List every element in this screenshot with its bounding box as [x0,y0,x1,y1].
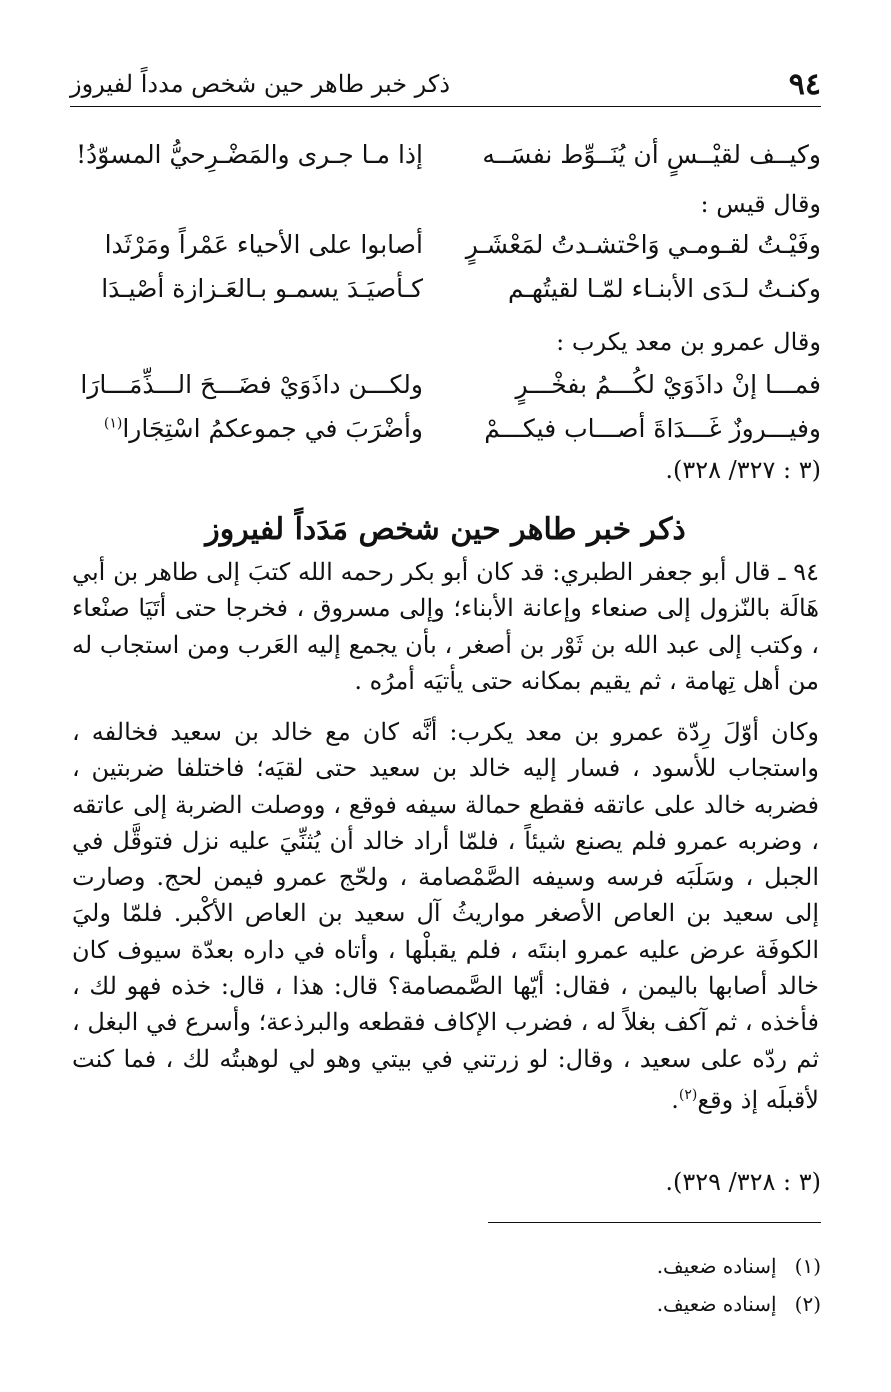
verse-line [70,142,821,167]
body-paragraph [72,714,819,1118]
footnote-divider [488,1222,821,1223]
verse-intro: وقال قيس : [700,190,821,218]
source-citation: (٣ : ٣٢٨/ ٣٢٩). [665,1168,821,1196]
verse-second-hemistich: أصابوا على الأحياء عَمْراً ومَرْثَدا [104,230,423,259]
verse-line [70,416,821,441]
verse-line [70,372,821,397]
verse-second-hemistich: ولكـــن داذَوَيْ فضَـــحَ الـــذِّمَـــارَا [80,370,423,399]
verse-text: وأضْرَبَ في جموعكمُ اسْتِجَارا [122,414,423,443]
paragraph-end: . [671,1085,679,1114]
page-number: ٩٤ [788,66,821,102]
footnote-text: إسناده ضعيف. [656,1254,777,1278]
footnote-reference[interactable]: (٢) [678,1086,698,1103]
verse-second-hemistich: إذا مـا جـرى والمَضْـرِحيُّ المسوّدُ! [76,140,423,169]
verse-first-hemistich: وكيــف لقيْــسٍ أن يُنَــوِّط نفسَــه [482,140,821,169]
verse-second-hemistich [70,416,423,441]
running-header-title: ذكر خبر طاهر حين شخص مدداً لفيروز [70,70,451,98]
verse-intro: وقال عمرو بن معد يكرب : [556,328,821,356]
footnote-text: إسناده ضعيف. [656,1292,777,1316]
verse-line [70,232,821,257]
verse-first-hemistich: وفَيْـتُ لقـومـي وَاحْتشـدتُ لمَعْشَـرٍ [465,230,821,259]
running-header [70,62,821,107]
verse-first-hemistich: وكنـتُ لـدَى الأبنـاء لمّـا لقيتُهـم [507,274,821,303]
verse-line [70,276,821,301]
verse-first-hemistich: فمـــا إنْ داذَوَيْ لكُـــمُ بفخْـــرٍ [515,370,821,399]
footnote-marker: (١) [794,1254,821,1278]
footnote [657,1254,821,1278]
source-citation: (٣ : ٣٢٧/ ٣٢٨). [665,456,821,484]
footnote [657,1292,821,1316]
paragraph-text: وكان أوّلَ رِدّة عمرو بن معد يكرب: أنَّه كان مع خالد بن سعيد فخالفه ، واستجاب للأسود ، فسار إليه خالد بن سعيد حتى لقيَه؛ فاختلفا ضربتين ، فضربه خالد على عاتقه فقطع حمالة سيفه فوقع ، ووصلت الضربة إلى عاتقه ، وضربه عمرو فلم يصنع شيئاً ، فلمّا أراد خالد أن يُثنِّيَ عليه نزل فتوقَّل في الجبل ، وسَلَبَه فرسه وسيفه الصَّمْصامة ، ولحّج عمرو فيمن لحج. وصارت إلى سعيد بن العاص الأصغر مواريثُ آل سعيد بن العاص الأكْبر. فلمّا وليَ الكوفَة عرض عليه عمرو ابنتَه ، فلم يقبلْها ، وأتاه في داره بعدّة سيوف كان خالد أصابها باليمن ، فقال: أيّها الصَّمصامة؟ قال: هذا ، قال: خذه فهو لك ، فأخذه ، ثم آكف بغلاً له ، فضرب الإكاف فقطعه والبرذعة؛ وأسرع في البغل ، ثم ردّه على سعيد ، وقال: لو زرتني في بيتي وهو لي لوهبتُه لك ، فما كنت لأقبلَه إذ وقع [72,718,820,1114]
footnote-marker: (٢) [794,1292,821,1316]
body-paragraph: ٩٤ ـ قال أبو جعفر الطبري: قد كان أبو بكر رحمه الله كتبَ إلى طاهر بن أبي هَالَة بالنّزول إلى صنعاء وإعانة الأبناء؛ وإلى مسروق ، فخرجا حتى أتَيَا صنْعاء ، وكتب إلى عبد الله بن ثَوْر بن أصغر ، بأن يجمع إليه العَرب ومن استجاب له من أهل تِهامة ، ثم يقيم بمكانه حتى يأتيَه أمرُه . [72,558,819,695]
verse-second-hemistich: كـأصيَـدَ يسمـو بـالعَـزازة أصْيـدَا [101,274,423,303]
section-heading: ذكر خبر طاهر حين شخص مَدَداً لفيروز [205,512,686,547]
footnote-reference[interactable]: (١) [103,415,123,432]
verse-first-hemistich: وفيـــروزٌ غَـــدَاةَ أصـــاب فيكـــمْ [484,414,821,443]
